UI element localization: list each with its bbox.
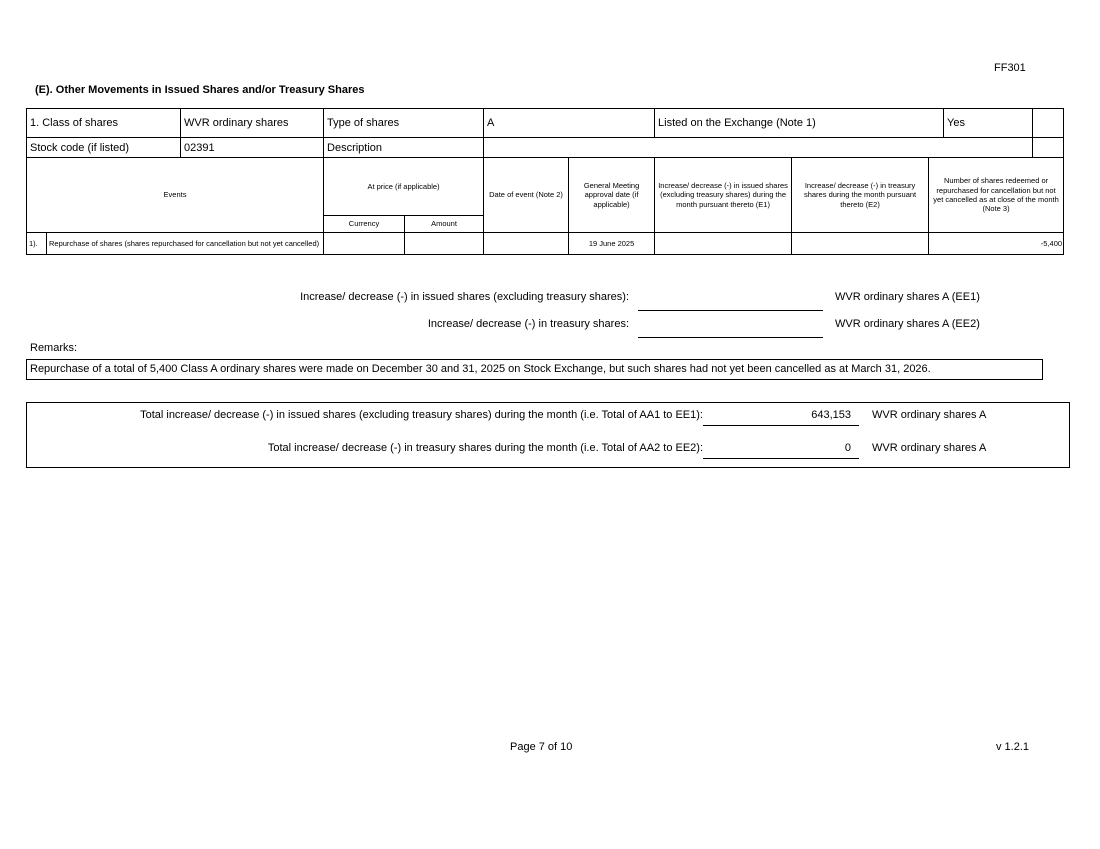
empty-cell (1033, 109, 1064, 138)
empty-cell (1033, 138, 1064, 158)
type-value: A (484, 109, 655, 138)
date-header: Date of event (Note 2) (484, 158, 569, 233)
issued-summary-label: Increase/ decrease (-) in issued shares (excluding treasury shares): (300, 291, 629, 303)
amount-header: Amount (405, 216, 484, 233)
version-label: v 1.2.1 (996, 741, 1030, 753)
form-code: FF301 (994, 62, 1026, 74)
e1-header: Increase/ decrease (-) in issued shares (excluding treasury shares) during the month pursuant thereto (E1) (655, 158, 792, 233)
share-movements-table (26, 108, 1064, 255)
issued-summary-unit: WVR ordinary shares A (EE1) (835, 291, 980, 303)
event-date (484, 233, 569, 255)
event-e2 (792, 233, 929, 255)
total-treasury-value: 0 (703, 440, 859, 459)
description-label: Description (324, 138, 484, 158)
table-row (27, 233, 1064, 255)
redeemed-header: Number of shares redeemed or repurchased for cancellation but not yet cancelled as at close of the month (Note 3) (929, 158, 1064, 233)
event-gm-date: 19 June 2025 (569, 233, 655, 255)
class-value: WVR ordinary shares (181, 109, 324, 138)
issued-summary-value (638, 289, 823, 311)
class-of-shares-row (27, 109, 1064, 138)
total-treasury-label: Total increase/ decrease (-) in treasury shares during the month (i.e. Total of AA2 to EE2): (267, 442, 703, 454)
gm-date-header: General Meeting approval date (if applicable) (569, 158, 655, 233)
remarks-text: Repurchase of a total of 5,400 Class A ordinary shares were made on December 30 and 31, 2025 on Stock Exchange, but such shares had not yet been cancelled as at March 31, 2026. (26, 359, 1043, 380)
type-label: Type of shares (324, 109, 484, 138)
listed-label: Listed on the Exchange (Note 1) (655, 109, 944, 138)
section-title: (E). Other Movements in Issued Shares and/or Treasury Shares (35, 84, 365, 96)
total-issued-label: Total increase/ decrease (-) in issued shares (excluding treasury shares) during the month (i.e. Total of AA1 to EE1): (140, 409, 703, 421)
remarks-label: Remarks: (30, 342, 78, 354)
e2-header: Increase/ decrease (-) in treasury shares during the month pursuant thereto (E2) (792, 158, 929, 233)
treasury-summary-value (638, 316, 823, 338)
page-number: Page 7 of 10 (510, 741, 573, 753)
description-value (484, 138, 1033, 158)
total-issued-value: 643,153 (703, 407, 859, 426)
currency-header: Currency (324, 216, 405, 233)
events-header: Events (27, 158, 324, 233)
listed-value: Yes (944, 109, 1033, 138)
event-currency (324, 233, 405, 255)
class-label: 1. Class of shares (27, 109, 181, 138)
stock-code-label: Stock code (if listed) (27, 138, 181, 158)
event-number: 1). (27, 233, 47, 255)
event-amount (405, 233, 484, 255)
price-header: At price (if applicable) (324, 158, 484, 216)
event-e1 (655, 233, 792, 255)
stock-code-value: 02391 (181, 138, 324, 158)
event-redeemed: -5,400 (929, 233, 1064, 255)
treasury-summary-label: Increase/ decrease (-) in treasury shares: (427, 318, 629, 330)
total-issued-unit: WVR ordinary shares A (872, 409, 987, 421)
total-treasury-unit: WVR ordinary shares A (872, 442, 987, 454)
event-description: Repurchase of shares (shares repurchased for cancellation but not yet cancelled) (47, 233, 324, 255)
stock-code-row (27, 138, 1064, 158)
events-header-row (27, 158, 1064, 216)
treasury-summary-unit: WVR ordinary shares A (EE2) (835, 318, 980, 330)
